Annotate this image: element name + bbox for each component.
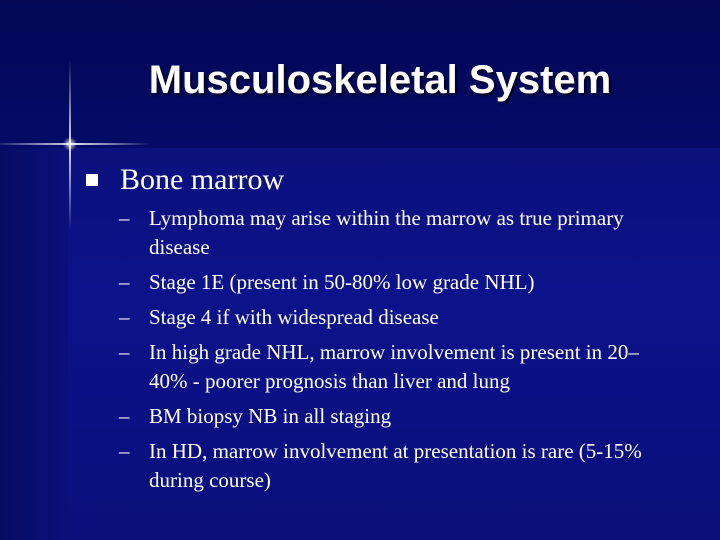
sub-bullet-text: In high grade NHL, marrow involvement is present in 20–40% - poorer prognosis than liver and lung bbox=[149, 340, 639, 393]
sub-bullet bbox=[86, 268, 696, 297]
sub-bullet-text: BM biopsy NB in all staging bbox=[149, 404, 392, 428]
sub-bullet bbox=[86, 437, 696, 495]
sub-bullet bbox=[86, 204, 696, 262]
dash-bullet-icon: – bbox=[119, 206, 130, 230]
dash-bullet-icon: – bbox=[119, 439, 130, 463]
sub-bullet bbox=[86, 402, 696, 431]
sub-bullet-text: Lymphoma may arise within the marrow as true primary disease bbox=[149, 206, 624, 259]
dash-bullet-icon: – bbox=[119, 340, 130, 364]
main-bullet-text: Bone marrow bbox=[120, 163, 285, 196]
slide-content bbox=[86, 162, 696, 501]
slide-title: Musculoskeletal System bbox=[148, 58, 612, 102]
sub-bullet bbox=[86, 338, 696, 396]
sub-bullet-text: Stage 1E (present in 50-80% low grade NHL) bbox=[149, 270, 535, 294]
square-bullet-icon bbox=[86, 174, 98, 186]
sub-bullet-text: In HD, marrow involvement at presentation is rare (5-15% during course) bbox=[149, 439, 642, 492]
sub-bullet-text: Stage 4 if with widespread disease bbox=[149, 305, 439, 329]
sub-bullet bbox=[86, 303, 696, 332]
main-bullet bbox=[86, 162, 696, 198]
dash-bullet-icon: – bbox=[119, 270, 130, 294]
sub-bullet-list bbox=[86, 204, 696, 495]
dash-bullet-icon: – bbox=[119, 404, 130, 428]
dash-bullet-icon: – bbox=[119, 305, 130, 329]
